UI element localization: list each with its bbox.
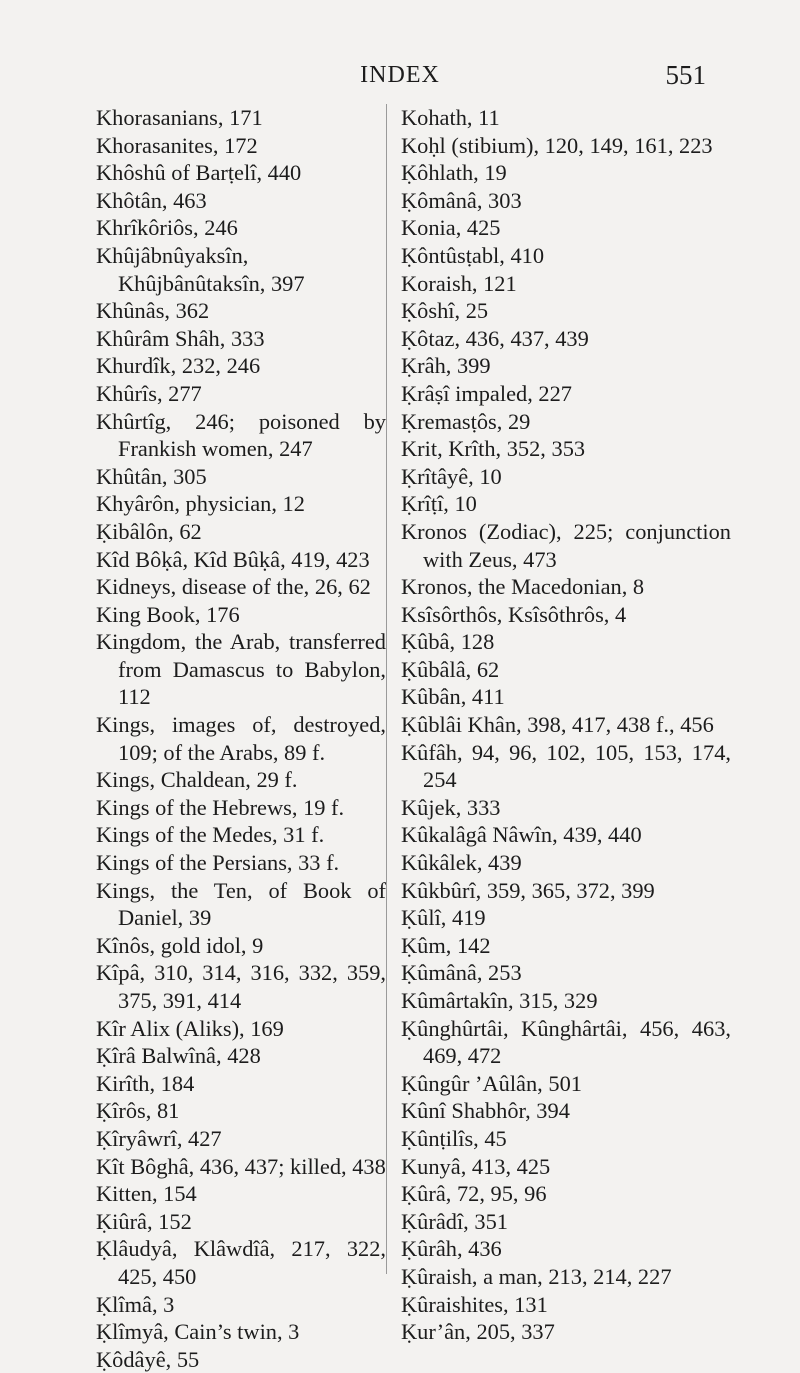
page-number: 551 (665, 60, 706, 90)
index-column-right (401, 104, 731, 1346)
index-entry: Ḳûblâi Khân, 398, 417, 438 f., 456 (401, 712, 714, 738)
column-divider (386, 104, 387, 1274)
index-entry: Ḳûraish, a man, 213, 214, 227 (401, 1263, 672, 1289)
index-entry: Khôtân, 463 (96, 187, 207, 213)
index-entry: Ḳrîṭî, 10 (401, 491, 477, 517)
index-entry: Khûrîs, 277 (96, 380, 202, 406)
index-entry: Kitten, 154 (96, 1181, 197, 1207)
index-entry: King Book, 176 (96, 601, 240, 627)
index-entry: Krit, Krîth, 352, 353 (401, 436, 586, 462)
running-head (0, 56, 800, 96)
index-entry: Kings, images of, destroyed, 109; of the Arabs, 89 f. (96, 712, 386, 765)
index-entry: Ḳur’ân, 205, 337 (401, 1319, 555, 1345)
index-entry: Ḳîrâ Balwînâ, 428 (96, 1043, 261, 1069)
index-entry: Ḳûrâdî, 351 (401, 1208, 508, 1234)
index-entry: Kings of the Hebrews, 19 f. (96, 794, 345, 820)
index-entry: Khôshû of Barṭelî, 440 (96, 160, 302, 186)
index-entry: Khûtân, 305 (96, 463, 207, 489)
page-title: INDEX (360, 62, 440, 88)
index-entry: Kûjek, 333 (401, 794, 501, 820)
index-entry: Kîr Alix (Aliks), 169 (96, 1015, 284, 1041)
index-entry: Koḥl (stibium), 120, 149, 161, 223 (401, 132, 713, 158)
index-entry: Kûnî Shabhôr, 394 (401, 1098, 570, 1124)
index-entry: Ḳûbâlâ, 62 (401, 656, 500, 682)
index-entry: Kingdom, the Arab, transferred from Damascus to Babylon, 112 (96, 629, 386, 710)
index-entry: Khûrtîg, 246; poisoned by Frankish women, 247 (96, 408, 386, 462)
index-entry: Kît Bôghâ, 436, 437; killed, 438 (96, 1153, 386, 1179)
index-entry: Khûjâbnûyaksîn, Khûjbânûtaksîn, 397 (96, 242, 305, 296)
index-entry: Ḳûlî, 419 (401, 905, 486, 931)
index-entry: Ḳîryâwrî, 427 (96, 1125, 222, 1151)
index-entry: Ḳremasṭôs, 29 (401, 408, 531, 434)
index-entry: Ḳûraishites, 131 (401, 1291, 548, 1317)
index-entry: Kînôs, gold idol, 9 (96, 932, 264, 958)
index-entry: Kronos, the Macedonian, 8 (401, 574, 645, 600)
index-entry: Ḳlîmyâ, Cain’s twin, 3 (96, 1319, 300, 1345)
index-entry: Khûrâm Shâh, 333 (96, 325, 265, 351)
index-entry: Khurdîk, 232, 246 (96, 353, 261, 379)
index-entry: Kirîth, 184 (96, 1070, 195, 1096)
index-entry: Kings of the Medes, 31 f. (96, 822, 325, 848)
index-entry: Ḳôdâyê, 55 (96, 1346, 200, 1372)
index-entry: Koraish, 121 (401, 270, 517, 296)
index-entry: Ḳôntûsṭabl, 410 (401, 242, 545, 268)
index-entry: Kings, the Ten, of Book of Daniel, 39 (96, 877, 386, 931)
index-entry: Kûbân, 411 (401, 684, 505, 710)
index-entry: Kings of the Persians, 33 f. (96, 850, 340, 876)
index-entry: Ḳômânâ, 303 (401, 187, 522, 213)
index-entry: Kîpâ, 310, 314, 316, 332, 359, 375, 391, 414 (96, 960, 386, 1013)
index-entry: Ḳûmânâ, 253 (401, 960, 522, 986)
index-entry: Kunyâ, 413, 425 (401, 1153, 551, 1179)
index-entry: Ḳôhlath, 19 (401, 160, 507, 186)
index-entry: Ḳûrâ, 72, 95, 96 (401, 1181, 547, 1207)
index-entry: Kûkâlek, 439 (401, 850, 522, 876)
index-entry: Ḳûbâ, 128 (401, 629, 495, 655)
index-entry: Ḳrîtâyê, 10 (401, 463, 502, 489)
index-entry: Konia, 425 (401, 215, 501, 241)
index-entry: Kûkbûrî, 359, 365, 372, 399 (401, 877, 655, 903)
index-entry: Kîd Bôḳâ, Kîd Bûḳâ, 419, 423 (96, 546, 370, 572)
index-entry: Kûkalâgâ Nâwîn, 439, 440 (401, 822, 642, 848)
index-entry: Ḳrâṣî impaled, 227 (401, 380, 573, 406)
index-entry: Khyârôn, physician, 12 (96, 491, 305, 517)
index-entry: Kidneys, disease of the, 26, 62 (96, 574, 371, 600)
index-entry: Kûmârtakîn, 315, 329 (401, 988, 598, 1013)
index-entry: Khûnâs, 362 (96, 298, 210, 324)
index-entry: Kings, Chaldean, 29 f. (96, 767, 298, 793)
index-entry: Kûfâh, 94, 96, 102, 105, 153, 174, 254 (401, 739, 731, 793)
index-column-left (96, 104, 386, 1373)
index-entry: Khorasanites, 172 (96, 132, 258, 158)
index-entry: Ḳûnghûrtâi, Kûnghârtâi, 456, 463, 469, 472 (401, 1015, 731, 1069)
index-entry: Ḳûnṭilîs, 45 (401, 1125, 507, 1151)
index-entry: Ḳîrôs, 81 (96, 1098, 180, 1124)
index-entry: Ḳûngûr ’Aûlân, 501 (401, 1070, 582, 1096)
index-entry: Khorasanians, 171 (96, 105, 263, 130)
index-entry: Ḳôtaz, 436, 437, 439 (401, 325, 589, 351)
index-entry: Ḳôshî, 25 (401, 298, 489, 324)
index-entry: Ḳiûrâ, 152 (96, 1208, 192, 1234)
index-entry: Ḳûm, 142 (401, 932, 491, 958)
index-entry: Ḳlâudyâ, Klâwdîâ, 217, 322, 425, 450 (96, 1236, 386, 1289)
index-entry: Ḳrâh, 399 (401, 353, 491, 379)
index-entry: Ḳibâlôn, 62 (96, 518, 202, 544)
index-entry: Kohath, 11 (401, 105, 500, 130)
index-entry: Ksîsôrthôs, Ksîsôthrôs, 4 (401, 601, 627, 627)
index-entry: Kronos (Zodiac), 225; conjunction with Zeus, 473 (401, 518, 731, 572)
index-entry: Ḳlîmâ, 3 (96, 1291, 175, 1317)
index-entry: Ḳûrâh, 436 (401, 1236, 502, 1262)
index-entry: Khrîkôriôs, 246 (96, 215, 238, 241)
